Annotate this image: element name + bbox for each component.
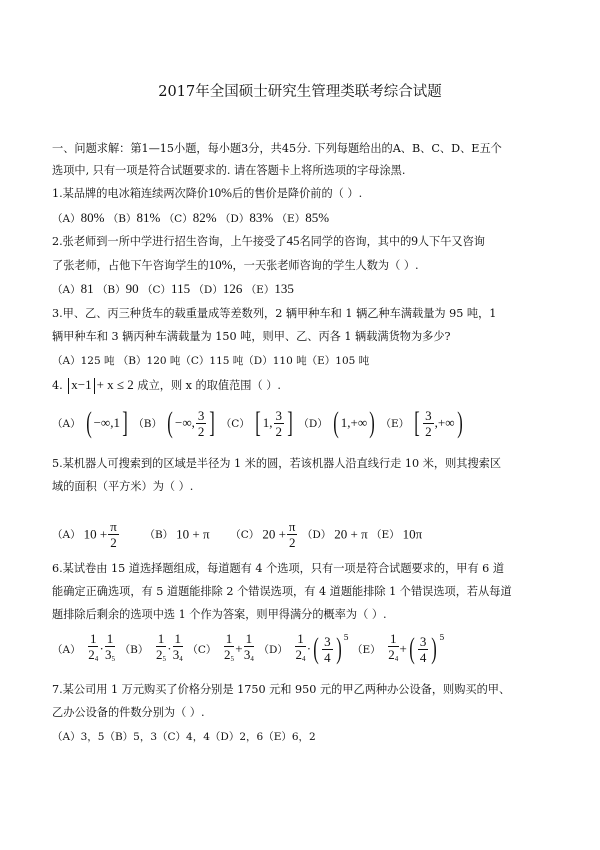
q6-options: （A） $\frac{1}{24}$ · $\frac{1}{35}$ （B） $\frac{1}{25}$ · $\frac{1}{34}$ （C） $\frac{1}{25}$ + $\frac{1}{34}$ （D） $\frac{1}{24}$ ·( $\frac{3}{4}$ ) $^5$ （E） $\frac{1}{24}$ +( $\frac{3}{4}$ ) $^5$	[52, 631, 445, 665]
q5-options: （A） 10 + $\frac{\pi}{2}$ （B） 10 + π （C） 20 + $\frac{\pi}{2}$ （D） 20 + π （E） 10π	[52, 519, 423, 550]
q1-options: （A）80% （B）81% （C）82% （D）83% （E）85%	[52, 210, 330, 225]
q2-stem-line2: 了张老师，占他下午咨询学生的10%，一天张老师咨询的学生人数为（ ）.	[52, 257, 419, 272]
q7-stem-line2: 乙办公设备的件数分别为（ ）.	[52, 706, 205, 719]
q4-options: （A） ( −∞,1] （B） ( −∞, $\frac{3}{2}$ ] （C） [ 1, $\frac{3}{2}$ ] （D） ( 1,+∞) （E） [ $\frac{3}{2}$ ,+∞)	[52, 406, 463, 439]
q3-stem-line2: 辆甲种车和 3 辆丙种车满载量为 150 吨，则甲、乙、丙各 1 辆载满货物为多少?	[52, 330, 451, 343]
q5-stem-line2: 域的面积（平方米）为（ ）.	[52, 480, 194, 493]
q5-stem-line1: 5.某机器人可搜索到的区域是半径为 1 米的圆，若该机器人沿直线行走 10 米，则其搜索区	[52, 457, 502, 470]
q7-options: （A）3，5（B）5，3（C）4，4（D）2，6（E）6，2	[52, 731, 316, 743]
q6-stem-line1: 6.某试卷由 15 道选择题组成，每道题有 4 个选项，只有一项是符合试题要求的，甲有 6 道	[52, 562, 505, 575]
page-title: 2017年全国硕士研究生管理类联考综合试题	[158, 84, 442, 100]
section-instructions-line2: 选项中, 只有一项是符合试题要求的. 请在答题卡上将所选项的字母涂黑.	[52, 164, 406, 177]
q1-stem: 1.某品牌的电冰箱连续两次降价10%后的售价是降价前的（ ）.	[52, 185, 363, 200]
q4-stem: 4. x−1 + x ≤ 2 成立，则 x 的取值范围（ ）.	[52, 377, 281, 392]
q2-stem-line1: 2.张老师到一所中学进行招生咨询，上午接受了45名同学的咨询，其中的9人下午又咨询	[52, 233, 485, 248]
q2-options: （A）81 （B）90 （C）115 （D）126 （E）135	[52, 281, 294, 296]
q3-options: （A）125 吨 （B）120 吨（C）115 吨（D）110 吨（E）105 吨	[52, 355, 370, 367]
section-instructions-line1: 一、问题求解：第1—15小题，每小题3分，共45分. 下列每题给出的A、B、C、D、E五个	[52, 142, 502, 155]
q3-stem-line1: 3.甲、乙、丙三种货车的载重量成等差数列，2 辆甲种车和 1 辆乙种车满载量为 95 吨，1	[52, 307, 497, 320]
q6-stem-line2: 能确定正确选项，有 5 道题能排除 2 个错误选项，有 4 道题能排除 1 个错误选项，若从每道	[52, 585, 512, 598]
q7-stem-line1: 7.某公司用 1 万元购买了价格分别是 1750 元和 950 元的甲乙两种办公设备，则购买的甲、	[52, 683, 511, 696]
q6-stem-line3: 题排除后剩余的选项中选 1 个作为答案，则甲得满分的概率为（ ）.	[52, 608, 387, 621]
